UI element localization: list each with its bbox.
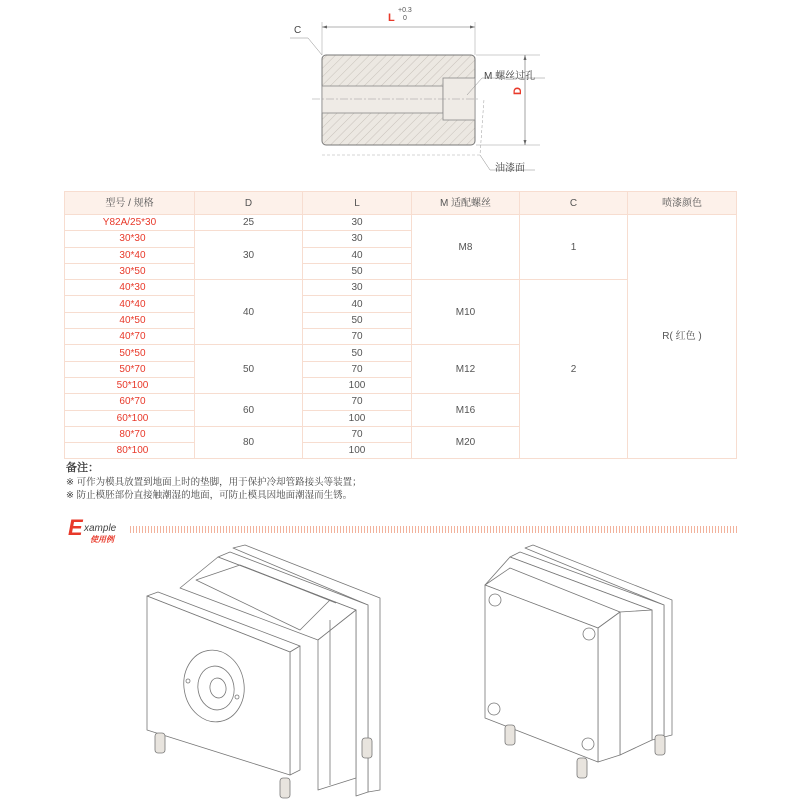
l-cell: 70 (303, 394, 412, 410)
length-label: L (388, 12, 395, 24)
table-row (65, 215, 737, 231)
model-cell: 40*40 (65, 296, 195, 312)
note-item: ※ 可作为模具放置到地面上时的垫脚，用于保护冷却管路接头等装置； (66, 477, 362, 488)
model-cell: 30*40 (65, 247, 195, 263)
header-c: C (520, 192, 628, 215)
model-cell: 60*100 (65, 410, 195, 426)
example-illustrations (0, 540, 800, 800)
example-word: xample (84, 523, 117, 534)
c-cell: 2 (520, 280, 628, 459)
l-cell: 100 (303, 410, 412, 426)
l-cell: 30 (303, 280, 412, 296)
header-color: 喷漆颜色 (628, 192, 737, 215)
l-cell: 30 (303, 231, 412, 247)
model-cell: 50*50 (65, 345, 195, 361)
l-cell: 100 (303, 443, 412, 459)
notes-section (66, 462, 566, 502)
d-cell: 80 (195, 426, 303, 459)
model-cell: 50*100 (65, 377, 195, 393)
header-l: L (303, 192, 412, 215)
model-cell: 30*30 (65, 231, 195, 247)
model-cell: 80*70 (65, 426, 195, 442)
bolt-hole-label: M 螺丝过孔 (484, 71, 536, 82)
example-initial: E (68, 515, 83, 540)
l-cell: 50 (303, 263, 412, 279)
example-cn-label: 使用例 (90, 535, 114, 544)
l-cell: 50 (303, 312, 412, 328)
model-cell: 50*70 (65, 361, 195, 377)
length-tolerance-lower: 0 (403, 15, 407, 22)
d-cell: 40 (195, 280, 303, 345)
dotted-divider (130, 526, 737, 533)
l-cell: 50 (303, 345, 412, 361)
d-cell: 50 (195, 345, 303, 394)
l-cell: 30 (303, 215, 412, 231)
m-cell: M20 (412, 426, 520, 459)
m-cell: M12 (412, 345, 520, 394)
l-cell: 40 (303, 296, 412, 312)
notes-title: 备注： (66, 462, 99, 474)
c-cell: 1 (520, 215, 628, 280)
chamfer-label: C (294, 25, 302, 36)
technical-drawing (0, 0, 800, 185)
l-cell: 70 (303, 426, 412, 442)
model-cell: Y82A/25*30 (65, 215, 195, 231)
l-cell: 100 (303, 377, 412, 393)
l-cell: 40 (303, 247, 412, 263)
model-cell: 40*70 (65, 329, 195, 345)
length-tolerance-upper: +0.3 (398, 7, 412, 14)
diameter-label: D (512, 87, 524, 95)
mold-with-spacers-illustration (0, 540, 800, 800)
note-item: ※ 防止模胚部份直接触潮湿的地面，可防止模具因地面潮湿而生锈。 (66, 490, 353, 501)
d-cell: 60 (195, 394, 303, 427)
header-model: 型号 / 规格 (65, 192, 195, 215)
d-cell: 25 (195, 215, 303, 231)
m-cell: M8 (412, 215, 520, 280)
model-cell: 30*50 (65, 263, 195, 279)
header-d: D (195, 192, 303, 215)
l-cell: 70 (303, 361, 412, 377)
model-cell: 40*30 (65, 280, 195, 296)
l-cell: 70 (303, 329, 412, 345)
model-cell: 80*100 (65, 443, 195, 459)
color-cell: R( 红色 ) (628, 215, 737, 459)
model-cell: 60*70 (65, 394, 195, 410)
m-cell: M10 (412, 280, 520, 345)
table-header-row (65, 192, 737, 215)
m-cell: M16 (412, 394, 520, 427)
d-cell: 30 (195, 231, 303, 280)
model-cell: 40*50 (65, 312, 195, 328)
paint-surface-label: 油漆面 (495, 163, 525, 174)
header-m: M 适配螺丝 (412, 192, 520, 215)
spacer-cross-section-drawing (0, 0, 800, 185)
spec-table (64, 191, 737, 459)
